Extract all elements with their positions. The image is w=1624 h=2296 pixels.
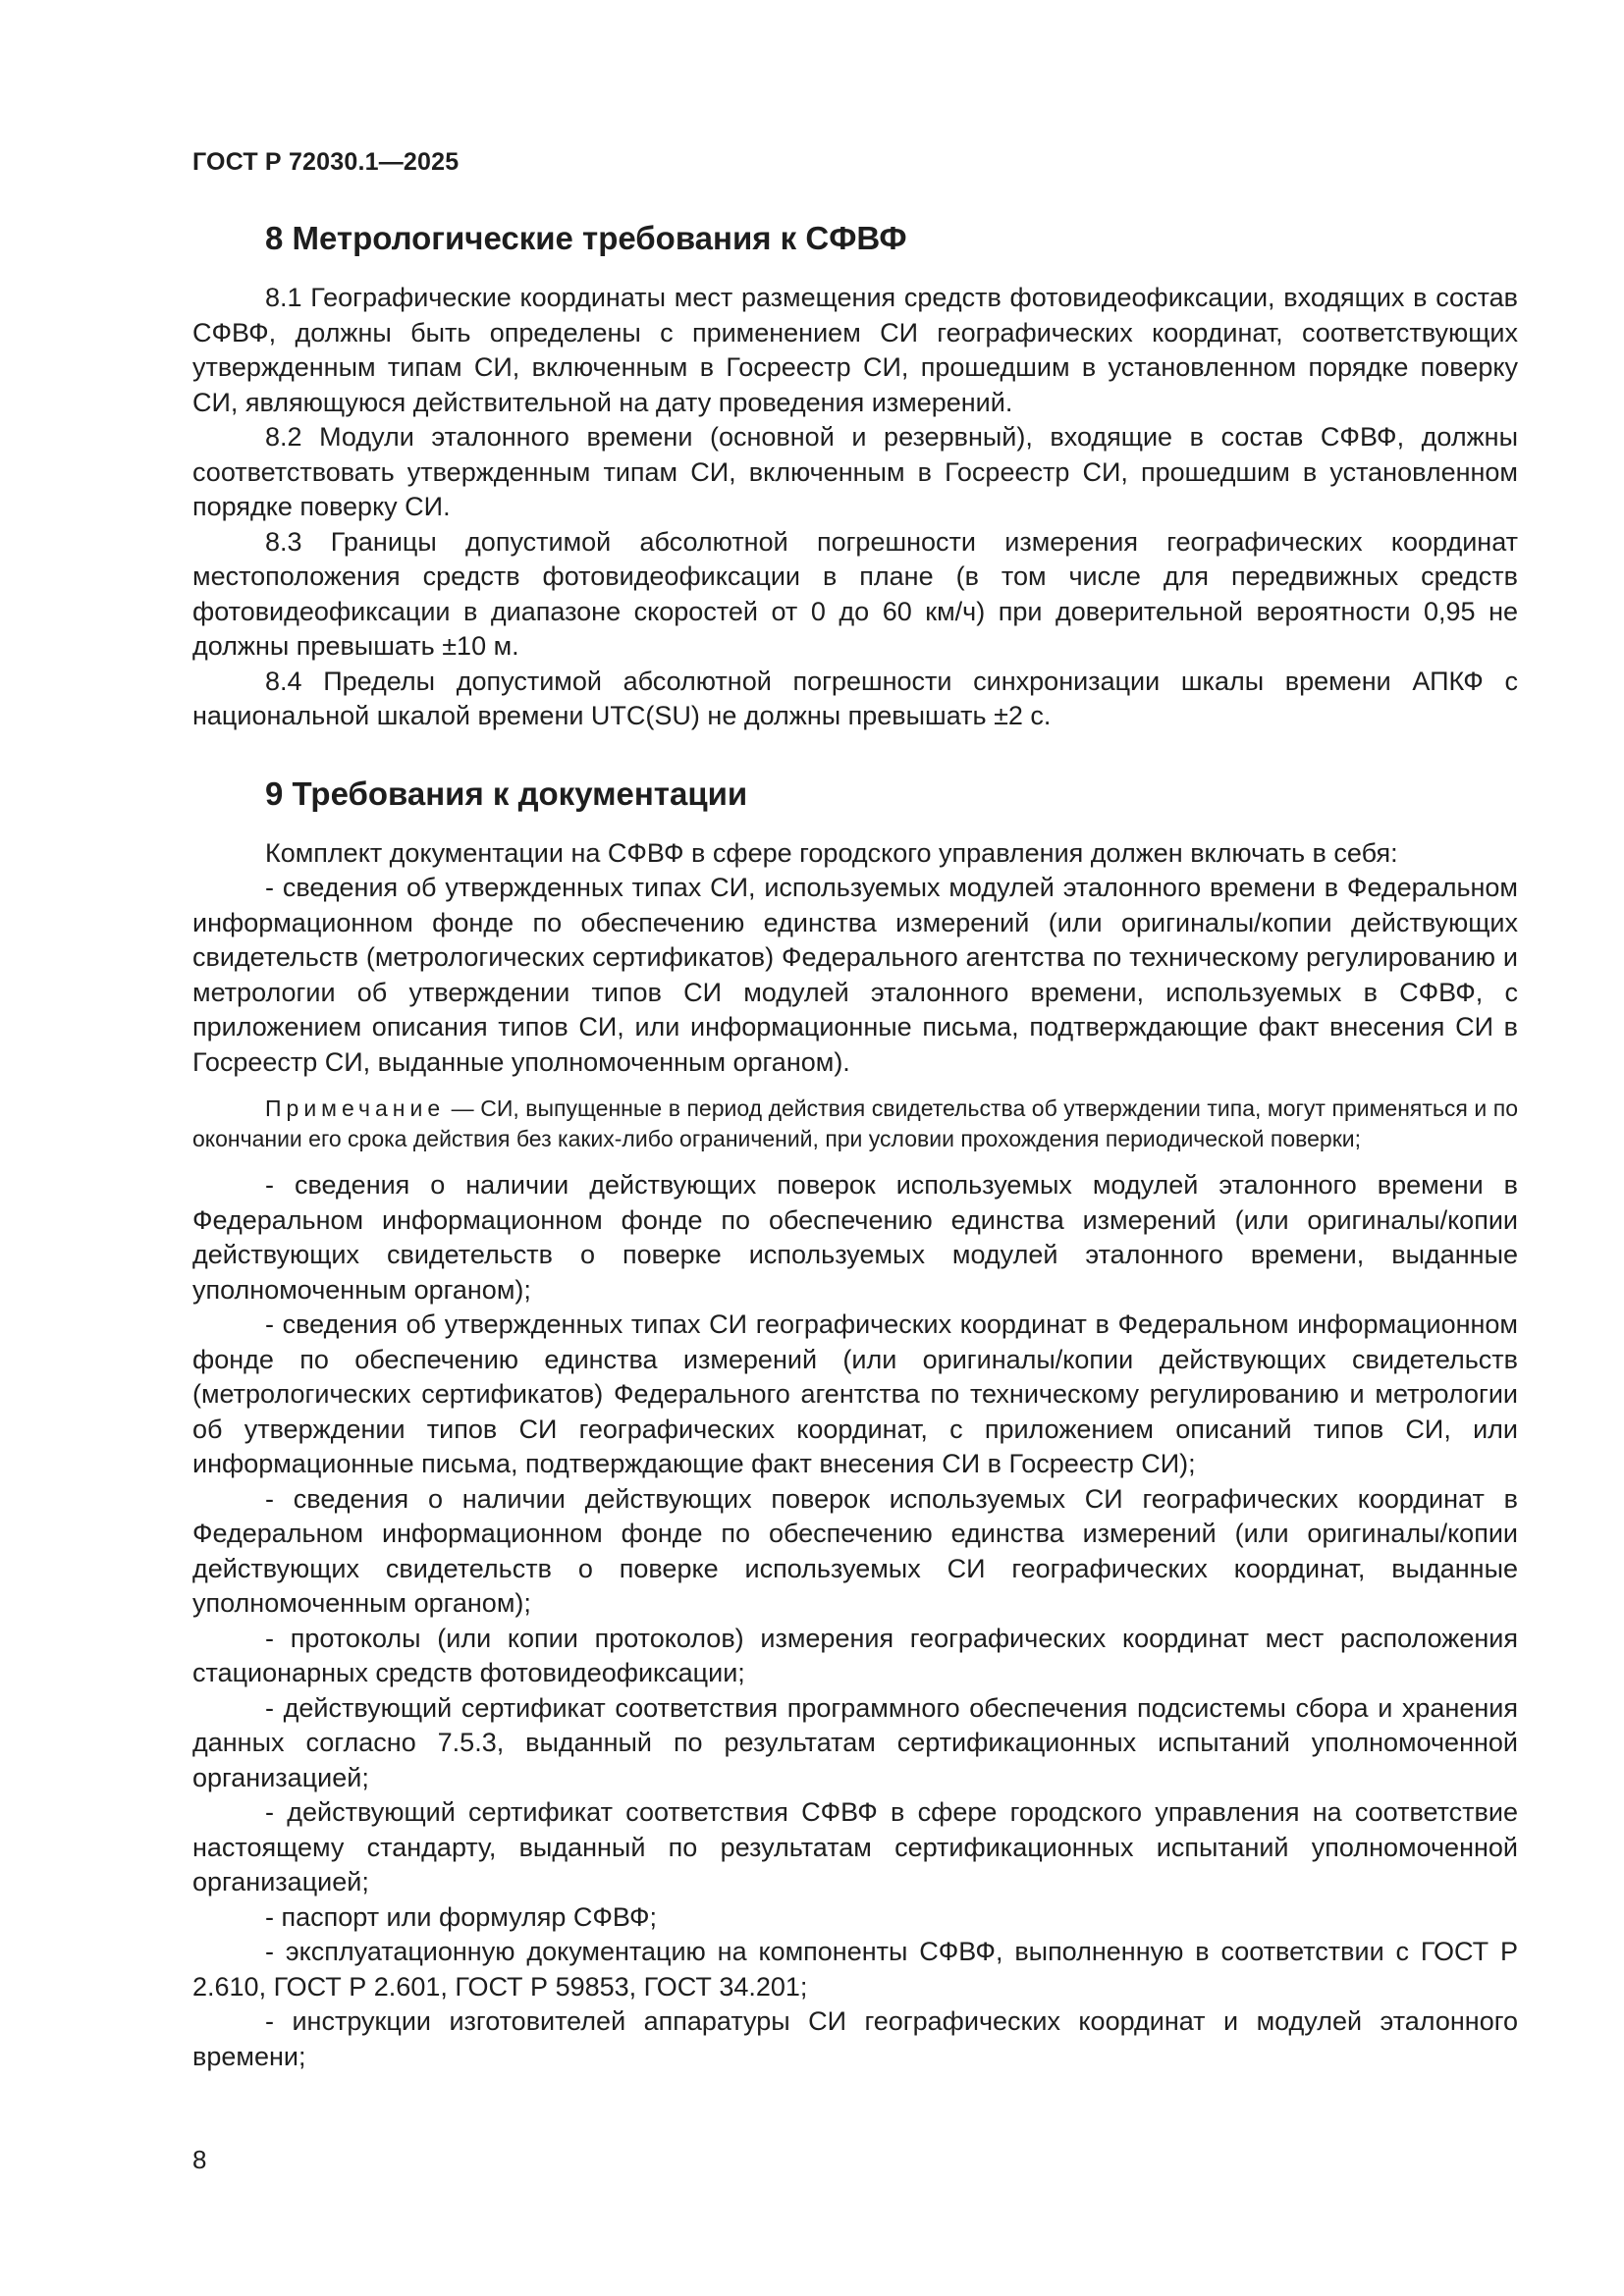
list-item-operational-docs: - эксплуатационную документацию на компоненты СФВФ, выполненную в соответствии с ГОСТ Р 2.610, ГОСТ Р 2.601, ГОСТ Р 59853, ГОСТ 34.201; bbox=[192, 1937, 1518, 2002]
note bbox=[192, 1094, 1518, 1154]
list-item-geo-types: - сведения об утвержденных типах СИ географических координат в Федеральном информационном фонде по обеспечению единства измерений (или оригиналы/копии действующих свидетельств (метрологических сертификатов) Федерального агентства по техническому регулированию и метрологии об утверждении типов СИ географических координат, с приложением описаний типов СИ, или информационные письма, подтверждающие факт внесения СИ в Госреестр СИ); bbox=[192, 1309, 1518, 1478]
section-9-title: 9 Требования к документации bbox=[265, 774, 748, 812]
paragraph-8-1: 8.1 Географические координаты мест размещения средств фотовидеофиксации, входящих в состав СФВФ, должны быть определены с применением СИ географических координат, соответствующих утвержденным типам СИ, включенным в Госреестр СИ, прошедшим в установленном порядке поверку СИ, являющуюся действительной на дату проведения измерений. bbox=[192, 283, 1518, 417]
list-item-etalon-types: - сведения об утвержденных типах СИ, используемых модулей эталонного времени в Федеральном информационном фонде по обеспечению единства измерений (или оригиналы/копии действующих свидетельств (метрологических сертификатов) Федерального агентства по техническому регулированию и метрологии об утверждении типов СИ модулей эталонного времени, используемых в СФВФ, с приложением описания типов СИ, или информационные письма, подтверждающие факт внесения СИ в Госреестр СИ, выданные уполномоченным органом). bbox=[192, 873, 1518, 1077]
paragraph-8-2: 8.2 Модули эталонного времени (основной и резервный), входящие в состав СФВФ, должны соответствовать утвержденным типам СИ, включенным в Госреестр СИ, прошедшим в установленном порядке поверку СИ. bbox=[192, 422, 1518, 521]
paragraph-8-4: 8.4 Пределы допустимой абсолютной погрешности синхронизации шкалы времени АПКФ с национальной шкалой времени UTC(SU) не должны превышать ±2 с. bbox=[192, 666, 1518, 730]
paragraph-8-3: 8.3 Границы допустимой абсолютной погрешности измерения географических координат местоположения средств фотовидеофиксации в плане (в том числе для передвижных средств фотовидеофиксации в диапазоне скоростей от 0 до 60 км/ч) при доверительной вероятности 0,95 не должны превышать ±10 м. bbox=[192, 526, 1518, 661]
list-item-system-certificate: - действующий сертификат соответствия СФВФ в сфере городского управления на соответствие настоящему стандарту, выданный по результатам сертификационных испытаний уполномоченной организацией; bbox=[192, 1797, 1518, 1896]
list-item-protocols: - протоколы (или копии протоколов) измерения географических координат мест расположения стационарных средств фотовидеофиксации; bbox=[192, 1623, 1518, 1687]
list-item-instructions: - инструкции изготовителей аппаратуры СИ географических координат и модулей эталонного времени; bbox=[192, 2006, 1518, 2071]
page-number: 8 bbox=[192, 2145, 207, 2174]
document-code-header: ГОСТ Р 72030.1—2025 bbox=[192, 148, 460, 176]
page-content bbox=[192, 218, 1518, 2074]
section-8-title: 8 Метрологические требования к СФВФ bbox=[265, 220, 907, 256]
list-item-etalon-verification: - сведения о наличии действующих поверок используемых модулей эталонного времени в Федеральном информационном фонде по обеспечению единства измерений (или оригиналы/копии действующих свидетельств о поверке используемых модулей эталонного времени, выданные уполномоченным органом); bbox=[192, 1170, 1518, 1305]
list-item-geo-verification: - сведения о наличии действующих поверок используемых СИ географических координат в Федеральном информационном фонде по обеспечению единства измерений (или оригиналы/копии действующих свидетельств о поверке используемых СИ географических координат, выданные уполномоченным органом); bbox=[192, 1483, 1518, 1618]
note-text: — СИ, выпущенные в период действия свидетельства об утверждении типа, могут применяться и по окончании его срока действия без каких-либо ограничений, при условии прохождения периодической поверки; bbox=[192, 1095, 1518, 1151]
note-label: Примечание bbox=[265, 1095, 446, 1121]
list-item-software-certificate: - действующий сертификат соответствия программного обеспечения подсистемы сбора и хранения данных согласно 7.5.3, выданный по результатам сертификационных испытаний уполномоченной организацией; bbox=[192, 1692, 1518, 1792]
section-9-intro: Комплект документации на СФВФ в сфере городского управления должен включать в себя: bbox=[265, 837, 1398, 868]
list-item-passport: - паспорт или формуляр СФВФ; bbox=[265, 1901, 658, 1932]
